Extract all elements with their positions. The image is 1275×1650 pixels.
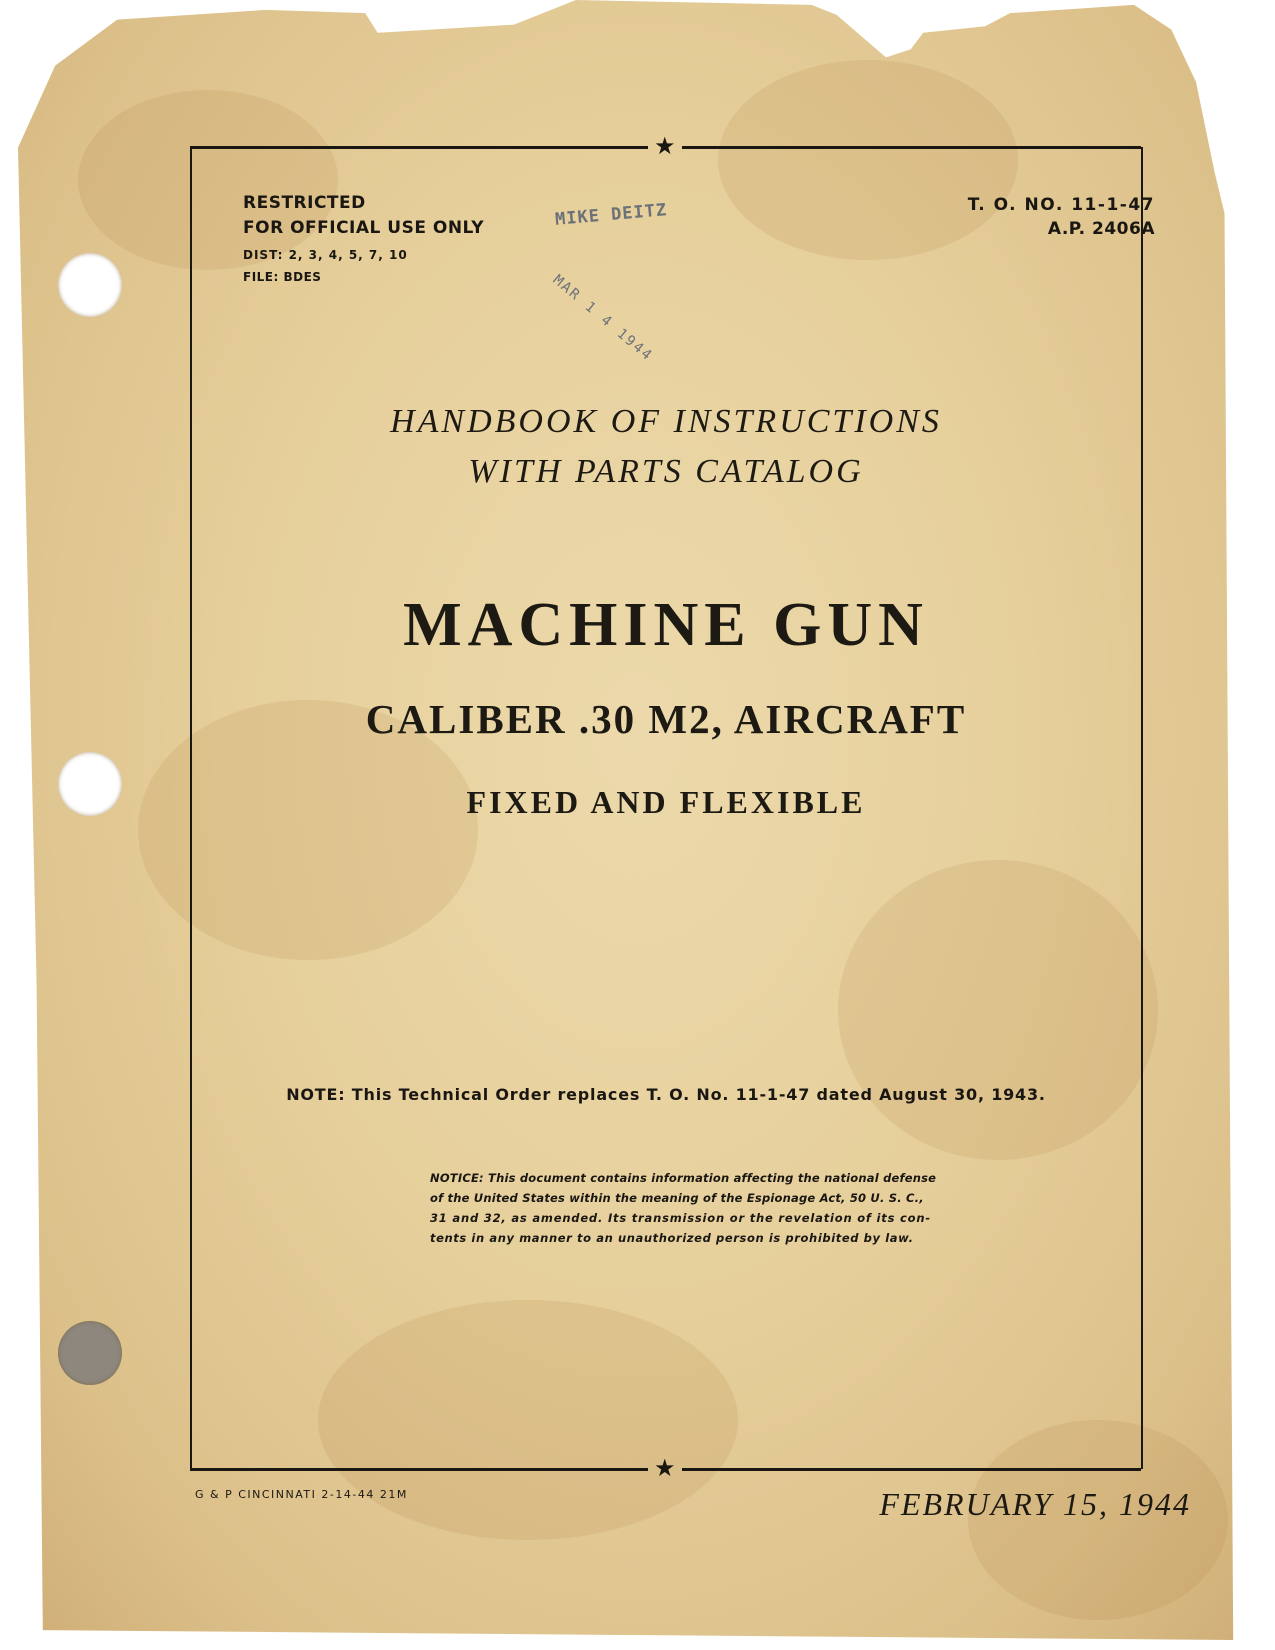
bottom-star-ornament: ★	[654, 1454, 676, 1482]
ap-number: A.P. 2406A	[1047, 219, 1155, 239]
main-title: MACHINE GUN	[403, 591, 929, 659]
notice-line: NOTICE: This document contains information affecting the national defense	[430, 1171, 937, 1185]
file-code: FILE: BDES	[243, 270, 322, 284]
border-top-left	[190, 146, 648, 149]
restricted-label: RESTRICTED	[243, 193, 366, 213]
handbook-title-line1: HANDBOOK OF INSTRUCTIONS	[390, 403, 942, 440]
border-bottom-left	[190, 1468, 648, 1471]
distribution-list: DIST: 2, 3, 4, 5, 7, 10	[243, 248, 408, 262]
espionage-notice	[430, 1168, 955, 1248]
replacement-note: NOTE: This Technical Order replaces T. O. No. 11-1-47 dated August 30, 1943.	[286, 1085, 1046, 1104]
date-received-stamp: MAR 1 4 1944	[549, 272, 656, 365]
notice-line: tents in any manner to an unauthorized person is prohibited by law.	[430, 1231, 914, 1245]
printer-imprint: G & P CINCINNATI 2-14-44 21M	[195, 1488, 408, 1501]
border-bottom-right	[682, 1468, 1141, 1471]
binder-hole-bottom	[58, 1321, 122, 1385]
border-top-right	[682, 146, 1141, 149]
binder-hole-top	[58, 253, 122, 317]
caliber-subtitle: CALIBER .30 M2, AIRCRAFT	[365, 696, 967, 742]
notice-line: 31 and 32, as amended. Its transmission or the revelation of its con-	[430, 1211, 931, 1225]
binder-hole-middle	[58, 752, 122, 816]
official-use-label: FOR OFFICIAL USE ONLY	[243, 218, 485, 238]
owner-name-stamp: MIKE DEITZ	[554, 200, 669, 230]
handbook-title-line2: WITH PARTS CATALOG	[468, 453, 864, 490]
publication-date: FEBRUARY 15, 1944	[879, 1486, 1191, 1522]
mount-subtitle: FIXED AND FLEXIBLE	[466, 784, 866, 820]
top-star-ornament: ★	[654, 132, 676, 160]
technical-order-number: T. O. NO. 11-1-47	[967, 195, 1155, 215]
notice-line: of the United States within the meaning of the Espionage Act, 50 U. S. C.,	[430, 1191, 924, 1205]
